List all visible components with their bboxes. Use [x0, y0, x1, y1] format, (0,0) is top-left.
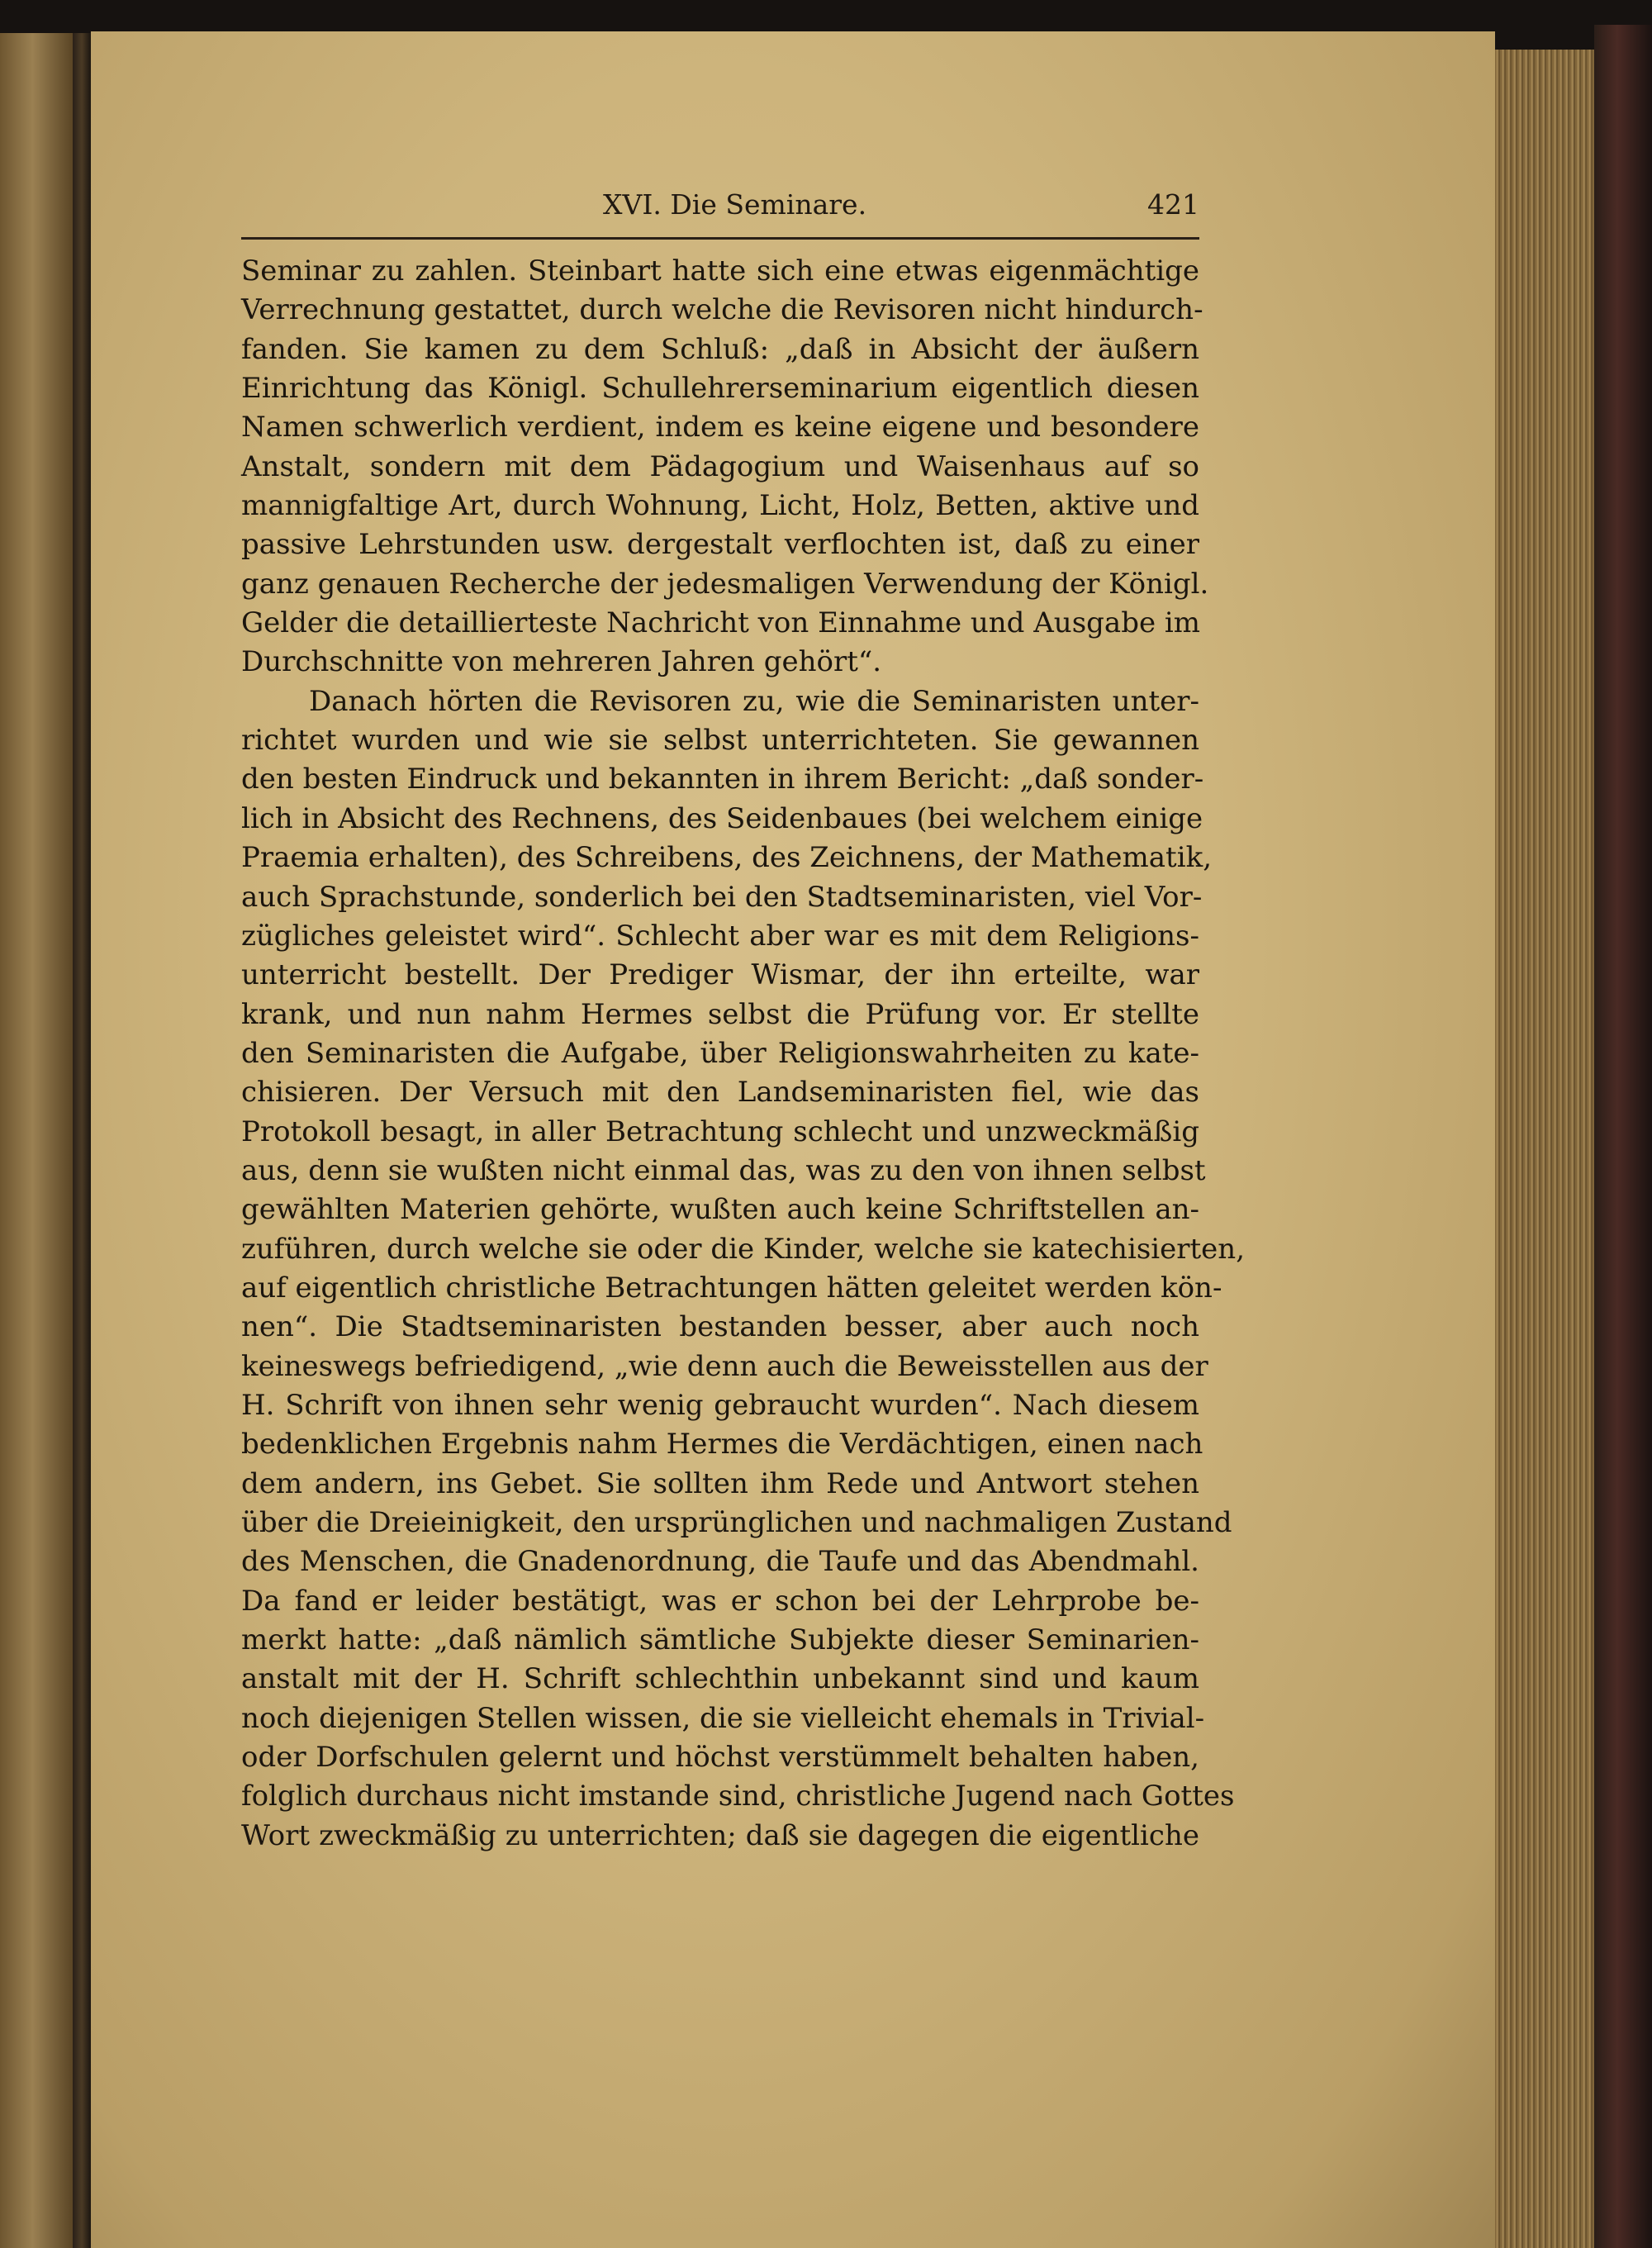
text-line: Namen schwerlich verdient, indem es keine eigene und besondere: [241, 411, 1199, 444]
text-line: dem andern, ins Gebet. Sie sollten ihm Rede und Antwort stehen: [241, 1466, 1199, 1500]
text-line: unterricht bestellt. Der Prediger Wismar, der ihn erteilte, war: [241, 958, 1199, 992]
text-line: zuführen, durch welche sie oder die Kinder, welche sie katechisierten,: [241, 1232, 1246, 1266]
text-line: den Seminaristen die Aufgabe, über Religionswahrheiten zu kate-: [241, 1036, 1199, 1070]
text-line: keineswegs befriedigend, „wie denn auch die Beweisstellen aus der: [241, 1349, 1208, 1383]
text-line: Einrichtung das Königl. Schullehrerseminarium eigentlich diesen: [241, 372, 1199, 406]
text-line: Protokoll besagt, in aller Betrachtung schlecht und unzweckmäßig: [241, 1114, 1199, 1148]
text-line: richtet wurden und wie sie selbst unterrichteten. Sie gewannen: [241, 724, 1199, 758]
book-cover-edge: [1594, 25, 1652, 2248]
text-line: Seminar zu zahlen. Steinbart hatte sich eine etwas eigenmächtige: [241, 254, 1199, 288]
text-line: auch Sprachstunde, sonderlich bei den Stadtseminaristen, viel Vor-: [241, 880, 1203, 914]
text-line: anstalt mit der H. Schrift schlechthin unbekannt sind und kaum: [241, 1662, 1199, 1696]
text-line: fanden. Sie kamen zu dem Schluß: „daß in Absicht der äußern: [241, 332, 1199, 366]
text-line: bedenklichen Ergebnis nahm Hermes die Verdächtigen, einen nach: [241, 1428, 1203, 1461]
text-line: mannigfaltige Art, durch Wohnung, Licht, Holz, Betten, aktive und: [241, 489, 1199, 523]
text-line: oder Dorfschulen gelernt und höchst verstümmelt behalten haben,: [241, 1741, 1199, 1775]
text-line: zügliches geleistet wird“. Schlecht aber war es mit dem Religions-: [241, 919, 1199, 953]
running-header: [241, 183, 1199, 233]
text-line: Danach hörten die Revisoren zu, wie die Seminaristen unter-: [309, 684, 1199, 718]
text-line: Da fand er leider bestätigt, was er schon bei der Lehrprobe be-: [241, 1584, 1199, 1618]
text-line: Anstalt, sondern mit dem Pädagogium und Waisenhaus auf so: [241, 449, 1199, 483]
text-line: des Menschen, die Gnadenordnung, die Taufe und das Abendmahl.: [241, 1545, 1199, 1579]
body-text: [241, 252, 1246, 1856]
text-line: gewählten Materien gehörte, wußten auch keine Schriftstellen an-: [241, 1193, 1199, 1227]
text-line: Gelder die detaillierteste Nachricht von Einnahme und Ausgabe im: [241, 606, 1200, 640]
text-line: passive Lehrstunden usw. dergestalt verflochten ist, daß zu einer: [241, 528, 1199, 562]
text-line: merkt hatte: „daß nämlich sämtliche Subjekte dieser Seminarien-: [241, 1623, 1199, 1657]
text-line: ganz genauen Recherche der jedesmaligen Verwendung der Königl.: [241, 567, 1209, 601]
text-line: auf eigentlich christliche Betrachtungen hätten geleitet werden kön-: [241, 1271, 1222, 1305]
text-line: Verrechnung gestattet, durch welche die Revisoren nicht hindurch-: [241, 293, 1203, 327]
header-rule: [241, 237, 1199, 240]
text-line: chisieren. Der Versuch mit den Landseminaristen fiel, wie das: [241, 1076, 1199, 1110]
text-line: über die Dreieinigkeit, den ursprünglichen und nachmaligen Zustand: [241, 1506, 1232, 1539]
text-line: Praemia erhalten), des Schreibens, des Zeichnens, der Mathematik,: [241, 841, 1213, 875]
text-line: noch diejenigen Stellen wissen, die sie vielleicht ehemals in Trivial-: [241, 1701, 1205, 1735]
page-stack-edges: [1495, 50, 1594, 2248]
page-number: 421: [1147, 188, 1199, 221]
text-line: folglich durchaus nicht imstande sind, christliche Jugend nach Gottes: [241, 1780, 1235, 1813]
text-line: krank, und nun nahm Hermes selbst die Prüfung vor. Er stellte: [241, 997, 1199, 1031]
text-line: lich in Absicht des Rechnens, des Seidenbaues (bei welchem einige: [241, 801, 1203, 835]
text-line: H. Schrift von ihnen sehr wenig gebraucht wurden“. Nach diesem: [241, 1388, 1199, 1422]
left-page-edge: [0, 33, 73, 2248]
text-line: nen“. Die Stadtseminaristen bestanden besser, aber auch noch: [241, 1310, 1199, 1344]
text-line: Wort zweckmäßig zu unterrichten; daß sie dagegen die eigentliche: [241, 1818, 1199, 1852]
book-gutter: [73, 33, 91, 2248]
text-line: aus, denn sie wußten nicht einmal das, was zu den von ihnen selbst: [241, 1153, 1206, 1187]
text-line: Durchschnitte von mehreren Jahren gehört“.: [241, 645, 882, 679]
chapter-title: XVI. Die Seminare.: [603, 188, 867, 221]
text-line: den besten Eindruck und bekannten in ihrem Bericht: „daß sonder-: [241, 763, 1204, 796]
